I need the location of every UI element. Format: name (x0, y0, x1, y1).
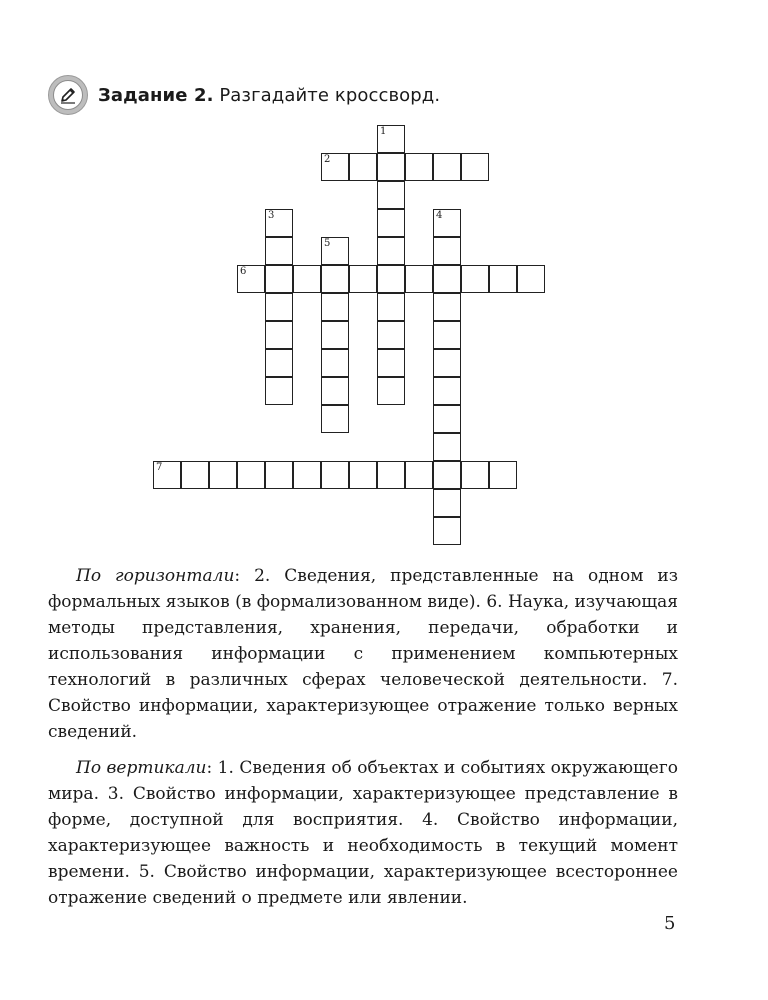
clues-across (48, 563, 678, 745)
crossword-cell[interactable] (461, 153, 489, 181)
crossword-cell[interactable] (405, 265, 433, 293)
across-text: : 2. Сведения, представленные на одном из формальных языков (в формализованном виде). 6. Наука, изучающая методы представления, хранения, передачи, обработки и использования информации с применением компьютерных технологий в различных сферах человеческой деятельности. 7. Свойство информации, характеризующее отражение только верных сведений. (48, 566, 679, 742)
crossword-cell[interactable] (433, 265, 461, 293)
crossword-cell[interactable] (433, 489, 461, 517)
crossword-cell[interactable] (377, 125, 405, 153)
clue-number: 5 (324, 238, 331, 249)
crossword-cell[interactable] (377, 377, 405, 405)
crossword-cell[interactable] (153, 461, 181, 489)
clues-block (48, 563, 678, 911)
crossword-cell[interactable] (461, 265, 489, 293)
crossword-cell[interactable] (349, 265, 377, 293)
crossword-cell[interactable] (433, 461, 461, 489)
crossword-cell[interactable] (293, 265, 321, 293)
clue-number: 2 (324, 154, 331, 165)
crossword-cell[interactable] (321, 461, 349, 489)
clue-number: 4 (436, 210, 443, 221)
clue-number: 1 (380, 126, 387, 137)
crossword-cell[interactable] (237, 461, 265, 489)
crossword-cell[interactable] (293, 461, 321, 489)
crossword-cell[interactable] (461, 461, 489, 489)
crossword-cell[interactable] (433, 517, 461, 545)
crossword-cell[interactable] (377, 461, 405, 489)
crossword-cell[interactable] (377, 265, 405, 293)
crossword-cell[interactable] (321, 321, 349, 349)
page-number: 5 (664, 913, 676, 934)
crossword-cell[interactable] (433, 377, 461, 405)
crossword-cell[interactable] (237, 265, 265, 293)
crossword-cell[interactable] (321, 349, 349, 377)
crossword-cell[interactable] (265, 461, 293, 489)
crossword-cell[interactable] (349, 153, 377, 181)
crossword-cell[interactable] (433, 433, 461, 461)
crossword-cell[interactable] (265, 377, 293, 405)
crossword-cell[interactable] (377, 349, 405, 377)
crossword-cell[interactable] (265, 209, 293, 237)
task-label: Задание 2. (98, 84, 214, 106)
clues-down (48, 755, 678, 911)
crossword-cell[interactable] (321, 153, 349, 181)
crossword-cell[interactable] (433, 153, 461, 181)
crossword-cell[interactable] (377, 293, 405, 321)
crossword-cell[interactable] (265, 293, 293, 321)
across-label: По горизонтали (76, 566, 235, 586)
crossword-cell[interactable] (433, 237, 461, 265)
clue-number: 3 (268, 210, 275, 221)
crossword-cell[interactable] (265, 265, 293, 293)
crossword-cell[interactable] (209, 461, 237, 489)
crossword-cell[interactable] (489, 461, 517, 489)
crossword-cell[interactable] (349, 461, 377, 489)
crossword-cell[interactable] (321, 377, 349, 405)
crossword-cell[interactable] (265, 349, 293, 377)
crossword-cell[interactable] (405, 153, 433, 181)
task-instruction: Разгадайте кроссворд. (219, 84, 441, 106)
crossword-cell[interactable] (489, 265, 517, 293)
crossword-cell[interactable] (377, 237, 405, 265)
crossword-cell[interactable] (181, 461, 209, 489)
clue-number: 7 (156, 462, 163, 473)
crossword-cell[interactable] (321, 265, 349, 293)
crossword-cell[interactable] (433, 209, 461, 237)
crossword-cell[interactable] (321, 405, 349, 433)
crossword-cell[interactable] (433, 321, 461, 349)
crossword-cell[interactable] (433, 349, 461, 377)
crossword-cell[interactable] (433, 293, 461, 321)
crossword-cell[interactable] (321, 293, 349, 321)
crossword-cell[interactable] (377, 209, 405, 237)
down-text: : 1. Сведения об объектах и событиях окружающего мира. 3. Свойство информации, характеризующее представление в форме, доступной для восприятия. 4. Свойство информации, характеризующее важность и необходимость в текущий момент времени. 5. Свойство информации, характеризующее всестороннее отражение сведений о предмете или явлении. (48, 758, 679, 908)
crossword-cell[interactable] (265, 321, 293, 349)
crossword-cell[interactable] (377, 321, 405, 349)
crossword-cell[interactable] (265, 237, 293, 265)
crossword-cell[interactable] (433, 405, 461, 433)
crossword-cell[interactable] (517, 265, 545, 293)
crossword-cell[interactable] (405, 461, 433, 489)
crossword-cell[interactable] (321, 237, 349, 265)
crossword-cell[interactable] (377, 181, 405, 209)
down-label: По вертикали (76, 758, 207, 778)
crossword-cell[interactable] (377, 153, 405, 181)
clue-number: 6 (240, 266, 247, 277)
